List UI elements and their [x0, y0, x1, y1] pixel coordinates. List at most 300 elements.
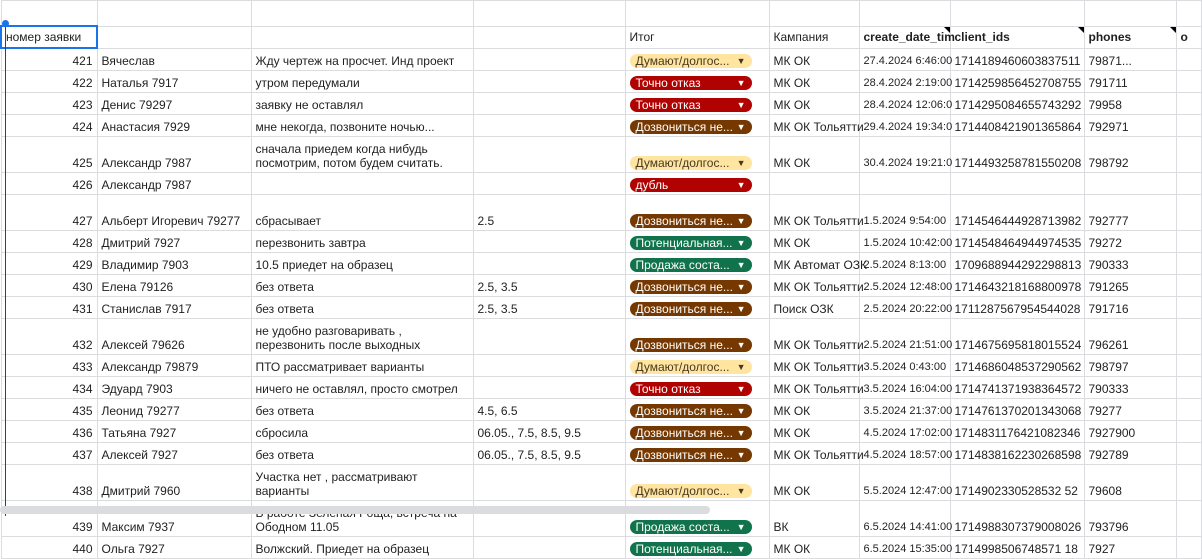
table-row — [1, 537, 1201, 559]
status-label: Дозвониться не... — [635, 338, 733, 352]
cell-comment[interactable]: ПТО рассматривает варианты — [251, 355, 473, 377]
cell-client-id[interactable]: 1714902330528532 52 — [950, 465, 1084, 501]
cell-create-date[interactable]: 28.4.2024 12:06:0 — [859, 93, 950, 115]
cell-create-date[interactable]: 4.5.2024 18:57:00 — [859, 443, 950, 465]
cell-create-date[interactable]: 1.5.2024 10:42:00 — [859, 231, 950, 253]
cell-call-dates[interactable]: 2.5 — [473, 195, 625, 231]
cell-phone[interactable]: 7927 — [1084, 537, 1176, 559]
cell-result[interactable] — [625, 71, 769, 93]
cell-client-id[interactable]: 1714741371938364572 — [950, 377, 1084, 399]
cell-extra[interactable] — [1176, 501, 1201, 537]
cell-request-number[interactable]: 426 — [1, 173, 97, 195]
chevron-down-icon: ▼ — [736, 100, 746, 110]
cell-call-dates[interactable] — [473, 377, 625, 399]
cell-client-id[interactable]: 1714831176421082346 — [950, 421, 1084, 443]
chevron-down-icon: ▼ — [736, 304, 746, 314]
cell-call-dates[interactable] — [473, 48, 625, 71]
cell-result[interactable] — [625, 399, 769, 421]
cell-phone[interactable]: 796261 — [1084, 319, 1176, 355]
cell-request-number[interactable]: 422 — [1, 71, 97, 93]
cell-call-dates[interactable] — [473, 537, 625, 559]
cell-client-id[interactable] — [950, 173, 1084, 195]
cell-call-dates[interactable]: 06.05., 7.5, 8.5, 9.5 — [473, 443, 625, 465]
cell-result[interactable] — [625, 319, 769, 355]
header-result[interactable]: Итог — [625, 26, 769, 48]
cell-extra[interactable] — [1176, 137, 1201, 173]
status-label: дубль — [635, 178, 669, 192]
cell-campaign[interactable]: МК ОК Тольятти — [769, 275, 859, 297]
status-dropdown-chip[interactable] — [630, 98, 752, 112]
cell-client-name[interactable]: Александр 79879 — [97, 355, 251, 377]
cell[interactable] — [1084, 1, 1176, 27]
status-dropdown-chip[interactable] — [630, 76, 752, 90]
status-dropdown-chip[interactable] — [630, 520, 752, 534]
header-col-4[interactable] — [473, 26, 625, 48]
selection-handle[interactable] — [2, 20, 9, 27]
cell-extra[interactable] — [1176, 48, 1201, 71]
cell-phone[interactable]: 792789 — [1084, 443, 1176, 465]
chevron-down-icon: ▼ — [736, 544, 746, 554]
chevron-down-icon: ▼ — [736, 522, 746, 532]
cell-client-id[interactable]: 1714546444928713982 — [950, 195, 1084, 231]
cell-phone[interactable]: 792777 — [1084, 195, 1176, 231]
status-label: Потенциальная... — [635, 236, 733, 250]
cell-client-id[interactable]: 1714643218168800978 — [950, 275, 1084, 297]
cell-phone[interactable]: 791265 — [1084, 275, 1176, 297]
chevron-down-icon: ▼ — [736, 260, 746, 270]
cell-result[interactable] — [625, 137, 769, 173]
cell-campaign[interactable]: МК ОК — [769, 71, 859, 93]
cell-comment[interactable]: 10.5 приедет на образец — [251, 253, 473, 275]
cell-phone[interactable]: 79277 — [1084, 399, 1176, 421]
cell-client-name[interactable]: Станислав 7917 — [97, 297, 251, 319]
header-create-date[interactable]: create_date_tim — [859, 26, 950, 48]
cell-campaign[interactable]: МК ОК — [769, 421, 859, 443]
table-row — [1, 71, 1201, 93]
cell-extra[interactable] — [1176, 443, 1201, 465]
cell-extra[interactable] — [1176, 399, 1201, 421]
cell-result[interactable] — [625, 297, 769, 319]
status-label: Дозвониться не... — [635, 120, 733, 134]
table-row — [1, 377, 1201, 399]
cell-create-date[interactable]: 2.5.2024 12:48:00 — [859, 275, 950, 297]
chevron-down-icon: ▼ — [736, 428, 746, 438]
cell-client-id[interactable]: 1714189460603837511 — [950, 48, 1084, 71]
cell-client-name[interactable]: Ольга 7927 — [97, 537, 251, 559]
cell-result[interactable] — [625, 465, 769, 501]
cell-client-name[interactable]: Алексей 7927 — [97, 443, 251, 465]
cell-call-dates[interactable]: 06.05., 7.5, 8.5, 9.5 — [473, 421, 625, 443]
status-dropdown-chip[interactable] — [630, 156, 752, 170]
status-label: Дозвониться не... — [635, 302, 733, 316]
status-dropdown-chip[interactable] — [630, 448, 752, 462]
table-row — [1, 195, 1201, 231]
cell-campaign[interactable]: МК ОК Тольятти — [769, 195, 859, 231]
cell-extra[interactable] — [1176, 253, 1201, 275]
cell-request-number[interactable]: 438 — [1, 465, 97, 501]
cell-client-id[interactable]: 1709688944292298813 — [950, 253, 1084, 275]
chevron-down-icon: ▼ — [736, 158, 746, 168]
cell[interactable] — [1176, 1, 1201, 27]
cell-client-id[interactable]: 1714988307379008026 — [950, 501, 1084, 537]
cell-comment[interactable]: без ответа — [251, 443, 473, 465]
status-dropdown-chip[interactable] — [630, 214, 752, 228]
cell-campaign[interactable]: МК ОК — [769, 399, 859, 421]
table-row — [1, 115, 1201, 137]
cell-campaign[interactable]: МК ОК Тольятти — [769, 115, 859, 137]
cell-request-number[interactable]: 434 — [1, 377, 97, 399]
cell-call-dates[interactable]: 2.5, 3.5 — [473, 275, 625, 297]
cell[interactable] — [97, 1, 251, 27]
cell-result[interactable] — [625, 355, 769, 377]
status-label: Продажа соста... — [635, 520, 730, 534]
cell-call-dates[interactable]: 2.5, 3.5 — [473, 297, 625, 319]
cell-extra[interactable] — [1176, 115, 1201, 137]
status-dropdown-chip[interactable] — [630, 542, 752, 556]
cell-phone[interactable]: 793796 — [1084, 501, 1176, 537]
cell-call-dates[interactable]: 4.5, 6.5 — [473, 399, 625, 421]
status-dropdown-chip[interactable] — [630, 484, 752, 498]
cell-client-id[interactable]: 1714548464944974535 — [950, 231, 1084, 253]
cell-extra[interactable] — [1176, 465, 1201, 501]
cell-client-name[interactable]: Александр 7987 — [97, 137, 251, 173]
cell-result[interactable] — [625, 537, 769, 559]
cell-result[interactable] — [625, 377, 769, 399]
cell-client-name[interactable]: Владимир 7903 — [97, 253, 251, 275]
cell-comment[interactable]: без ответа — [251, 399, 473, 421]
cell-client-id[interactable]: 1714686048537290562 — [950, 355, 1084, 377]
cell-call-dates[interactable] — [473, 355, 625, 377]
header-col-10[interactable]: o — [1176, 26, 1201, 48]
status-dropdown-chip[interactable] — [630, 120, 752, 134]
status-label: Точно отказ — [635, 98, 701, 112]
cell-phone[interactable]: 792971 — [1084, 115, 1176, 137]
cell-campaign[interactable]: МК ОК — [769, 465, 859, 501]
cell-result[interactable] — [625, 93, 769, 115]
cell-create-date[interactable]: 6.5.2024 15:35:00 — [859, 537, 950, 559]
status-label: Думают/долгос... — [635, 360, 730, 374]
cell[interactable] — [625, 1, 769, 27]
cell-comment[interactable]: утром передумали — [251, 71, 473, 93]
cell-extra[interactable] — [1176, 537, 1201, 559]
status-dropdown-chip[interactable] — [630, 280, 752, 294]
cell-client-id[interactable]: 1714408421901365864 — [950, 115, 1084, 137]
cell-client-id[interactable]: 1714675695818015524 — [950, 319, 1084, 355]
cell-client-id[interactable]: 1711287567954544028 — [950, 297, 1084, 319]
cell-request-number[interactable]: 437 — [1, 443, 97, 465]
cell-comment[interactable]: сбросила — [251, 421, 473, 443]
table-row — [1, 173, 1201, 195]
table-row — [1, 93, 1201, 115]
row-frame-line — [5, 22, 6, 516]
cell-extra[interactable] — [1176, 319, 1201, 355]
cell-result[interactable] — [625, 275, 769, 297]
cell-phone[interactable]: 790333 — [1084, 253, 1176, 275]
status-label: Точно отказ — [635, 382, 701, 396]
table-row — [1, 319, 1201, 355]
cell-phone[interactable]: 79272 — [1084, 231, 1176, 253]
cell-client-id[interactable]: 1714838162230268598 — [950, 443, 1084, 465]
status-label: Продажа соста... — [635, 258, 730, 272]
cell-result[interactable] — [625, 195, 769, 231]
header-col-3[interactable] — [251, 26, 473, 48]
cell-request-number[interactable]: 439 — [1, 501, 97, 537]
chevron-down-icon: ▼ — [736, 486, 746, 496]
cell-comment[interactable]: мне некогда, позвоните ночью... — [251, 115, 473, 137]
cell-comment[interactable]: не удобно разговаривать , перезвонить после выходных — [251, 319, 473, 355]
cell-client-name[interactable]: Наталья 7917 — [97, 71, 251, 93]
cell-client-id[interactable]: 1714295084655743292 — [950, 93, 1084, 115]
cell-comment[interactable]: без ответа — [251, 275, 473, 297]
cell-request-number[interactable]: 427 — [1, 195, 97, 231]
status-label: Думают/долгос... — [635, 54, 730, 68]
cell-extra[interactable] — [1176, 173, 1201, 195]
cell-phone[interactable]: 79871... — [1084, 48, 1176, 71]
table-row — [1, 253, 1201, 275]
cell-campaign[interactable]: МК ОК Тольятти — [769, 355, 859, 377]
cell-client-name[interactable]: Эдуард 7903 — [97, 377, 251, 399]
cell-call-dates[interactable] — [473, 137, 625, 173]
cell-comment[interactable]: Ободном 11.05 — [251, 501, 473, 537]
cell-phone[interactable]: 791716 — [1084, 297, 1176, 319]
cell-client-name[interactable]: Вячеслав — [97, 48, 251, 71]
cell-client-id[interactable]: 1714761370201343068 — [950, 399, 1084, 421]
cell[interactable] — [950, 1, 1084, 27]
cell-comment[interactable]: ничего не оставлял, просто смотрел — [251, 377, 473, 399]
status-label: Точно отказ — [635, 76, 701, 90]
header-client-ids[interactable]: client_ids — [950, 26, 1084, 48]
cell-result[interactable] — [625, 443, 769, 465]
table-row — [1, 443, 1201, 465]
cell-request-number[interactable]: 428 — [1, 231, 97, 253]
status-dropdown-chip[interactable] — [630, 236, 752, 250]
table-row — [1, 297, 1201, 319]
cell-create-date[interactable]: 1.5.2024 9:54:00 — [859, 195, 950, 231]
cell-comment[interactable]: без ответа — [251, 297, 473, 319]
cell-phone[interactable] — [1084, 173, 1176, 195]
cell-client-id[interactable]: 1714493258781550208 — [950, 137, 1084, 173]
cell-comment[interactable]: Участка нет , рассматривают варианты — [251, 465, 473, 501]
chevron-down-icon: ▼ — [736, 180, 746, 190]
status-label: Дозвониться не... — [635, 214, 733, 228]
cell[interactable] — [473, 1, 625, 27]
cell-client-name[interactable]: Дмитрий 7927 — [97, 231, 251, 253]
chevron-down-icon: ▼ — [736, 384, 746, 394]
status-dropdown-chip[interactable] — [630, 302, 752, 316]
status-dropdown-chip[interactable] — [630, 382, 752, 396]
status-label: Дозвониться не... — [635, 426, 733, 440]
cell-create-date[interactable]: 27.4.2024 6:46:00 — [859, 48, 950, 71]
cell-extra[interactable] — [1176, 195, 1201, 231]
table-row — [1, 275, 1201, 297]
status-label: Дозвониться не... — [635, 404, 733, 418]
cell-request-number[interactable]: 429 — [1, 253, 97, 275]
cell-campaign[interactable]: МК Автомат ОЗК — [769, 253, 859, 275]
cell-create-date[interactable]: 5.5.2024 12:47:00 — [859, 465, 950, 501]
status-dropdown-chip[interactable] — [630, 338, 752, 352]
cell-comment[interactable]: Жду чертеж на просчет. Инд проект — [251, 48, 473, 71]
cell-client-name[interactable]: Анастасия 7929 — [97, 115, 251, 137]
cell-client-name[interactable]: Денис 79297 — [97, 93, 251, 115]
cell-campaign[interactable]: ВК — [769, 501, 859, 537]
status-dropdown-chip[interactable] — [630, 54, 752, 68]
cell-client-name[interactable]: Александр 7987 — [97, 173, 251, 195]
cell-request-number[interactable]: 433 — [1, 355, 97, 377]
cell[interactable] — [1, 1, 97, 27]
cell-campaign[interactable]: МК ОК Тольятти — [769, 443, 859, 465]
cell-phone[interactable]: 79958 — [1084, 93, 1176, 115]
cell-create-date[interactable]: 3.5.2024 16:04:00 — [859, 377, 950, 399]
table-row — [1, 465, 1201, 501]
table-row — [1, 48, 1201, 71]
cell-result[interactable] — [625, 115, 769, 137]
cell-result[interactable] — [625, 421, 769, 443]
cell-call-dates[interactable] — [473, 465, 625, 501]
cell-create-date[interactable]: 6.5.2024 14:41:00 — [859, 501, 950, 537]
cell[interactable] — [769, 1, 859, 27]
cell-extra[interactable] — [1176, 297, 1201, 319]
status-dropdown-chip[interactable] — [630, 404, 752, 418]
cell-campaign[interactable]: Поиск ОЗК — [769, 297, 859, 319]
cell-create-date[interactable]: 30.4.2024 19:21:0 — [859, 137, 950, 173]
cell[interactable] — [251, 1, 473, 27]
cell-result[interactable] — [625, 231, 769, 253]
chevron-down-icon: ▼ — [736, 282, 746, 292]
cell-phone[interactable]: 790333 — [1084, 377, 1176, 399]
cell-extra[interactable] — [1176, 231, 1201, 253]
cell-extra[interactable] — [1176, 275, 1201, 297]
cell-result[interactable] — [625, 173, 769, 195]
cell-call-dates[interactable] — [473, 115, 625, 137]
cell-comment[interactable]: сначала приедем когда нибудь посмотрим, потом будем считать. — [251, 137, 473, 173]
chevron-down-icon: ▼ — [736, 56, 746, 66]
status-dropdown-chip[interactable] — [630, 360, 752, 374]
cell-campaign[interactable]: МК ОК — [769, 231, 859, 253]
cell-campaign[interactable] — [769, 173, 859, 195]
cell-comment[interactable]: заявку не оставлял — [251, 93, 473, 115]
cell-call-dates[interactable] — [473, 231, 625, 253]
cell-phone[interactable]: 7927900 — [1084, 421, 1176, 443]
cell-request-number[interactable]: 421 — [1, 48, 97, 71]
cell-request-number[interactable]: 431 — [1, 297, 97, 319]
cell-create-date[interactable]: 2.5.2024 20:22:00 — [859, 297, 950, 319]
cell-request-number[interactable]: 423 — [1, 93, 97, 115]
chevron-down-icon: ▼ — [736, 122, 746, 132]
cell-call-dates[interactable] — [473, 253, 625, 275]
cell-create-date[interactable]: 4.5.2024 17:02:00 — [859, 421, 950, 443]
table-row — [1, 231, 1201, 253]
cell-client-name[interactable]: Альберт Игоревич 79277 — [97, 195, 251, 231]
cell-comment[interactable]: Волжский. Приедет на образец — [251, 537, 473, 559]
status-dropdown-chip[interactable] — [630, 178, 752, 192]
cell-client-id[interactable]: 1714998506748571 18 — [950, 537, 1084, 559]
cell-extra[interactable] — [1176, 421, 1201, 443]
cell-extra[interactable] — [1176, 71, 1201, 93]
chevron-down-icon: ▼ — [736, 238, 746, 248]
header-row — [1, 26, 1201, 48]
cell-request-number[interactable]: 436 — [1, 421, 97, 443]
status-label: Потенциальная... — [635, 542, 733, 556]
cell-phone[interactable]: 791711 — [1084, 71, 1176, 93]
cell-campaign[interactable]: МК ОК Тольятти — [769, 377, 859, 399]
cell-extra[interactable] — [1176, 93, 1201, 115]
chevron-down-icon: ▼ — [736, 450, 746, 460]
cell-create-date[interactable]: 28.4.2024 2:19:00 — [859, 71, 950, 93]
cell-campaign[interactable]: МК ОК — [769, 537, 859, 559]
cell[interactable] — [859, 1, 950, 27]
table-row — [1, 421, 1201, 443]
cell-campaign[interactable]: МК ОК — [769, 137, 859, 173]
header-campaign[interactable]: Кампания — [769, 26, 859, 48]
chevron-down-icon: ▼ — [736, 406, 746, 416]
cell-call-dates[interactable] — [473, 173, 625, 195]
cell-comment[interactable] — [251, 173, 473, 195]
cell-client-name[interactable]: Дмитрий 7960 — [97, 465, 251, 501]
cell-call-dates[interactable] — [473, 93, 625, 115]
cell-request-number[interactable]: 430 — [1, 275, 97, 297]
header-phones[interactable]: phones — [1084, 26, 1176, 48]
cell-create-date[interactable]: 3.5.2024 0:43:00 — [859, 355, 950, 377]
header-col-2[interactable] — [97, 26, 251, 48]
blank-top-row — [1, 1, 1201, 27]
cell-client-id[interactable]: 1714259856452708755 — [950, 71, 1084, 93]
cell-create-date[interactable] — [859, 173, 950, 195]
horizontal-scrollbar[interactable] — [0, 506, 710, 514]
cell-client-name[interactable]: Алексей 79626 — [97, 319, 251, 355]
cell-client-name[interactable]: Татьяна 7927 — [97, 421, 251, 443]
table-row — [1, 355, 1201, 377]
status-label: Дозвониться не... — [635, 280, 733, 294]
cell-request-number[interactable]: 425 — [1, 137, 97, 173]
cell-create-date[interactable]: 2.5.2024 21:51:00 — [859, 319, 950, 355]
header-request-number[interactable]: номер заявки — [1, 26, 97, 48]
cell-result[interactable] — [625, 253, 769, 275]
cell-client-name[interactable]: Максим 7937 — [97, 501, 251, 537]
chevron-down-icon: ▼ — [736, 216, 746, 226]
cell-extra[interactable] — [1176, 377, 1201, 399]
cell-request-number[interactable]: 432 — [1, 319, 97, 355]
cell-phone[interactable]: 798792 — [1084, 137, 1176, 173]
cell-request-number[interactable]: 424 — [1, 115, 97, 137]
cell-campaign[interactable]: МК ОК Тольятти — [769, 319, 859, 355]
cell-phone[interactable]: 798797 — [1084, 355, 1176, 377]
cell-campaign[interactable]: МК ОК — [769, 48, 859, 71]
cell-result[interactable] — [625, 48, 769, 71]
cell-campaign[interactable]: МК ОК — [769, 93, 859, 115]
cell-request-number[interactable]: 435 — [1, 399, 97, 421]
cell-extra[interactable] — [1176, 355, 1201, 377]
cell-create-date[interactable]: 2.5.2024 8:13:00 — [859, 253, 950, 275]
chevron-down-icon: ▼ — [736, 78, 746, 88]
cell-comment[interactable]: сбрасывает — [251, 195, 473, 231]
cell-comment[interactable]: перезвонить завтра — [251, 231, 473, 253]
cell-client-name[interactable]: Елена 79126 — [97, 275, 251, 297]
cell-phone[interactable]: 79608 — [1084, 465, 1176, 501]
cell-client-name[interactable]: Леонид 79277 — [97, 399, 251, 421]
status-label: Думают/долгос... — [635, 156, 730, 170]
cell-create-date[interactable]: 29.4.2024 19:34:0 — [859, 115, 950, 137]
cell-create-date[interactable]: 3.5.2024 21:37:00 — [859, 399, 950, 421]
status-dropdown-chip[interactable] — [630, 426, 752, 440]
cell-call-dates[interactable] — [473, 71, 625, 93]
status-label: Думают/долгос... — [635, 484, 730, 498]
chevron-down-icon: ▼ — [736, 340, 746, 350]
cell-call-dates[interactable] — [473, 319, 625, 355]
table-row — [1, 399, 1201, 421]
status-dropdown-chip[interactable] — [630, 258, 752, 272]
cell-request-number[interactable]: 440 — [1, 537, 97, 559]
chevron-down-icon: ▼ — [736, 362, 746, 372]
